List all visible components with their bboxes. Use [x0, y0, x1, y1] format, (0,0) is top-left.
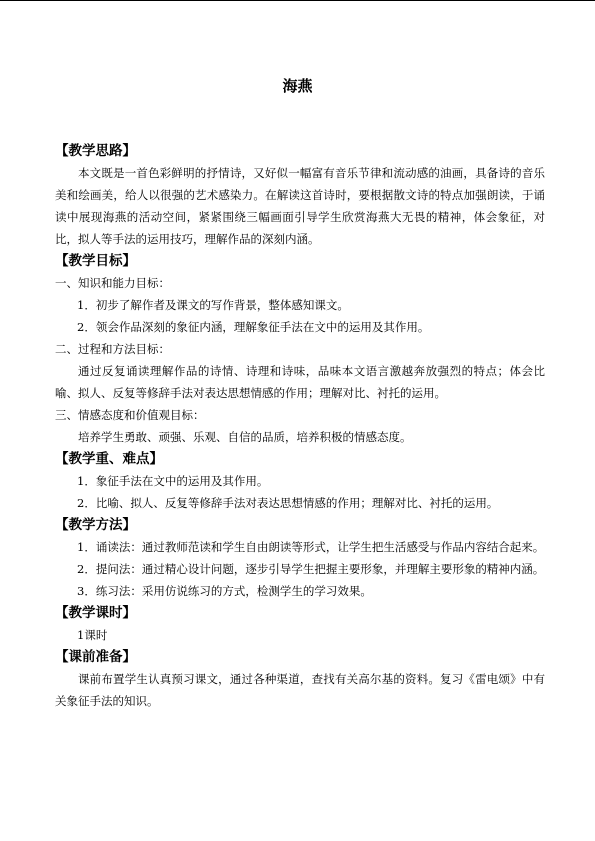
section-heading-methods: 【教学方法】 — [55, 517, 136, 533]
goals-knowledge-item: 1．初步了解作者及课文的写作背景，整体感知课文。 — [77, 298, 349, 312]
document-body — [55, 140, 545, 712]
goals-subheading-process: 二、过程和方法目标： — [55, 342, 170, 356]
section-heading-thinking: 【教学思路】 — [55, 143, 136, 159]
goals-subheading-emotion: 三、情感态度和价值观目标： — [55, 408, 205, 422]
method-item: 2．提问法：通过精心设计问题，逐步引导学生把握主要形象，并理解主要形象的精神内涵。 — [77, 562, 545, 576]
key-point-item: 2．比喻、拟人、反复等修辞手法对表达思想情感的作用；理解对比、衬托的运用。 — [77, 496, 499, 510]
key-point-item: 1．象征手法在文中的运用及其作用。 — [77, 474, 269, 488]
method-item: 3．练习法：采用仿说练习的方式，检测学生的学习效果。 — [77, 584, 372, 598]
hours-text: 1课时 — [77, 628, 108, 642]
section-heading-goals: 【教学目标】 — [55, 253, 136, 269]
goals-emotion-text: 培养学生勇敢、顽强、乐观、自信的品质，培养积极的情感态度。 — [78, 430, 412, 444]
section-heading-key-points: 【教学重、难点】 — [55, 451, 163, 467]
thinking-paragraph: 本文既是一首色彩鲜明的抒情诗，又好似一幅富有音乐节律和流动感的油画，具备诗的音乐美和绘画美，给人以很强的艺术感染力。在解读这首诗时，要根据散文诗的特点加强朗读，于诵读中展现海燕的活动空间，紧紧围绕三幅画面引导学生欣赏海燕大无畏的精神，体会象征，对比，拟人等手法的运用技巧，理解作品的深刻内涵。 — [55, 166, 545, 246]
section-heading-hours: 【教学课时】 — [55, 605, 136, 621]
goals-knowledge-item: 2．领会作品深刻的象征内涵，理解象征手法在文中的运用及其作用。 — [77, 320, 430, 334]
goals-subheading-knowledge: 一、知识和能力目标： — [55, 276, 170, 290]
prep-paragraph: 课前布置学生认真预习课文，通过各种渠道，查找有关高尔基的资料。复习《雷电颂》中有关象征手法的知识。 — [55, 672, 545, 708]
section-heading-prep: 【课前准备】 — [55, 649, 136, 665]
page-top-rule — [0, 0, 595, 1]
goals-process-text: 通过反复诵读理解作品的诗情、诗理和诗味，品味本文语言激越奔放强烈的特点；体会比喻、拟人、反复等修辞手法对表达思想情感的作用；理解对比、衬托的运用。 — [55, 364, 545, 400]
page-title: 海燕 — [282, 77, 313, 95]
method-item: 1．诵读法：通过教师范读和学生自由朗读等形式，让学生把生活感受与作品内容结合起来。 — [77, 540, 545, 554]
